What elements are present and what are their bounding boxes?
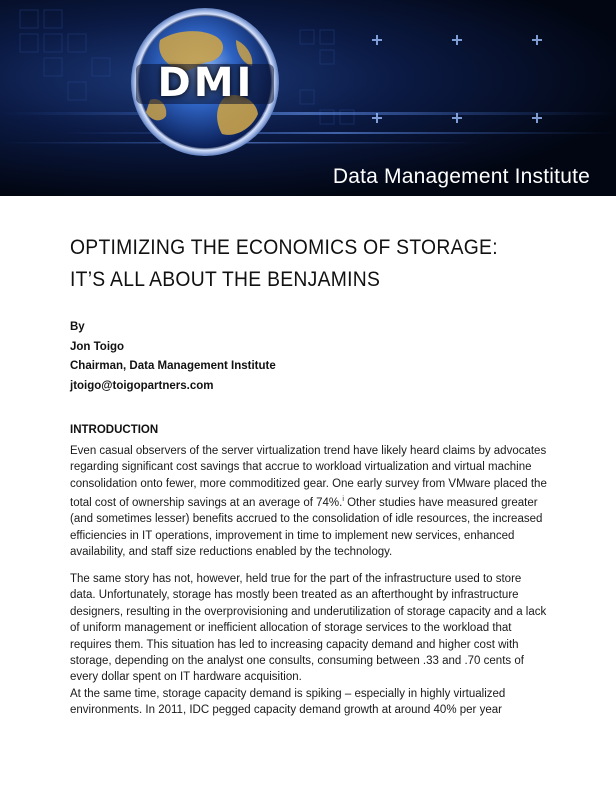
organization-name: Data Management Institute xyxy=(332,165,590,188)
byline-by: By xyxy=(70,321,85,333)
author-email[interactable]: jtoigo@toigopartners.com xyxy=(70,379,214,392)
title-line-2: IT’S ALL ABOUT THE BENJAMINS xyxy=(70,268,381,291)
author-name: Jon Toigo xyxy=(70,340,125,353)
byline xyxy=(70,318,276,396)
header-banner xyxy=(0,0,616,196)
paragraph-1: Even casual observers of the server virtualization trend have likely heard claims by advocates regarding significant cost savings that accrue to workload virtualization and virtual machine consolidation onto fewer, more commoditized gear. One early survey from VMware placed the total cost of ownership savings at an average of 74%.$^i$ Other studies have measured greater (and sometimes lesser) benefits accrued to the consolidation of idle resources, the increased efficiencies in IT operations, improvement in time to implement new services, enhanced availability, and staff size reductions enabled by the technology. xyxy=(70,445,547,559)
author-role: Chairman, Data Management Institute xyxy=(70,360,276,372)
document-title xyxy=(70,232,548,296)
section-heading-introduction: INTRODUCTION xyxy=(70,424,159,436)
dmi-logo: DMI xyxy=(157,60,255,106)
paragraph-2: The same story has not, however, held true for the part of the infrastructure used to store data. Unfortunately, storage has mostly been treated as an afterthought by infrastructure designers, resulting in the overprovisioning and underutilization of storage capacity and a lack of uniform management or inefficient allocation of storage services to the workload that requires them. This situation has led to increasing capacity demand and higher cost with storage, depending on the analyst one consults, consuming between .33 and .70 cents of every dollar spent on IT hardware acquisition. xyxy=(70,573,547,684)
footnote-marker[interactable]: i xyxy=(342,496,344,504)
title-line-1: OPTIMIZING THE ECONOMICS OF STORAGE: xyxy=(70,236,498,259)
paragraph-3: At the same time, storage capacity demand is spiking – especially in highly virtualized environments. In 2011, IDC pegged capacity demand growth at around 40% per year xyxy=(70,688,506,717)
